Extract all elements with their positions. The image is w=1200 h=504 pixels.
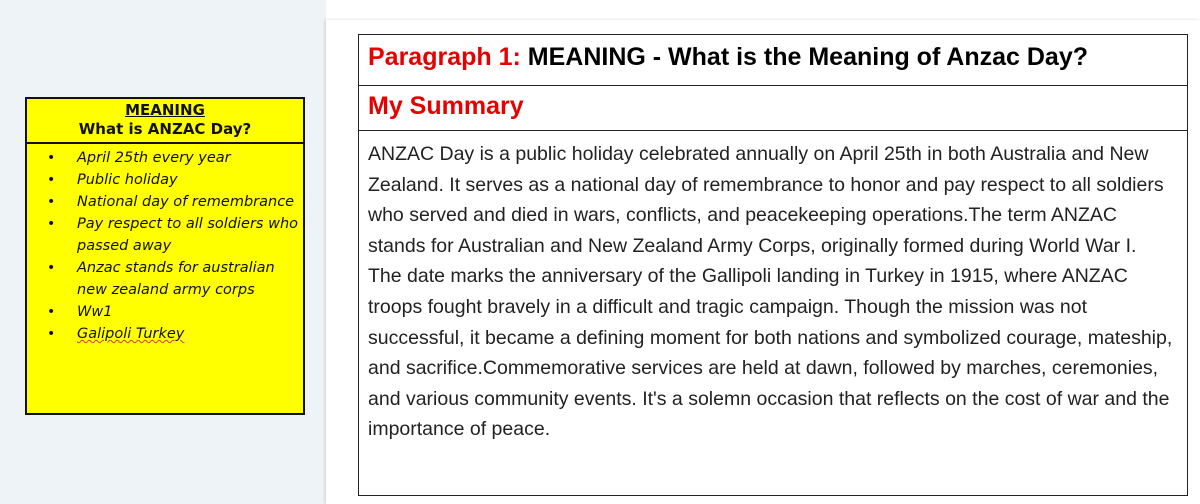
- list-item: [39, 191, 299, 213]
- bullet-icon: •: [47, 194, 56, 210]
- list-item-text: April 25th every year: [77, 150, 231, 166]
- paragraph-title-row: [359, 35, 1187, 86]
- list-item: [39, 169, 299, 191]
- bullet-icon: •: [47, 150, 56, 166]
- paragraph-table: [358, 34, 1188, 496]
- bullet-icon: •: [47, 172, 56, 188]
- list-item-text: Ww1: [77, 304, 113, 320]
- list-item: [39, 147, 299, 169]
- meaning-sticky-note: [25, 97, 305, 415]
- bullet-icon: •: [47, 304, 56, 320]
- paragraph-heading: MEANING - What is the Meaning of Anzac Day?: [520, 43, 1089, 71]
- bullet-icon: •: [47, 260, 56, 276]
- list-item-text: Pay respect to all soldiers who passed away: [77, 216, 299, 254]
- summary-label: My Summary: [368, 92, 524, 120]
- bullet-icon: •: [47, 326, 56, 342]
- note-header-title: MEANING: [125, 101, 205, 119]
- paragraph-number-label: Paragraph 1:: [368, 43, 521, 71]
- list-item-text: Anzac stands for australian new zealand army corps: [77, 260, 275, 298]
- list-item: [39, 213, 299, 257]
- list-item: [39, 301, 299, 323]
- list-item: [39, 257, 299, 301]
- list-item-text: National day of remembrance: [77, 194, 295, 210]
- list-item: [39, 323, 299, 345]
- note-header: [27, 99, 303, 144]
- note-header-subtitle: What is ANZAC Day?: [78, 120, 252, 138]
- summary-label-row: [359, 86, 1187, 131]
- summary-body-text: ANZAC Day is a public holiday celebrated annually on April 25th in both Australia and New Zealand. It serves as a national day of remembrance to honor and pay respect to all soldiers who served and died in wars, conflicts, and peacekeeping operations.The term ANZAC stands for Australian and New Zealand Army Corps, originally formed during World War I. The date marks the anniversary of the Gallipoli landing in Turkey in 1915, where ANZAC troops fought bravely in a difficult and tragic campaign. Though the mission was not successful, it became a defining moment for both nations and symbolized courage, mateship, and sacrifice.Commemorative services are held at dawn, followed by marches, ceremonies, and various community events. It's a solemn occasion that reflects on the cost of war and the importance of peace.: [368, 143, 1173, 441]
- list-item-text: Galipoli Turkey: [77, 326, 185, 342]
- note-bullet-list: [27, 144, 303, 345]
- summary-body-cell[interactable]: [359, 131, 1187, 445]
- list-item-text: Public holiday: [77, 172, 178, 188]
- bullet-icon: •: [47, 216, 56, 232]
